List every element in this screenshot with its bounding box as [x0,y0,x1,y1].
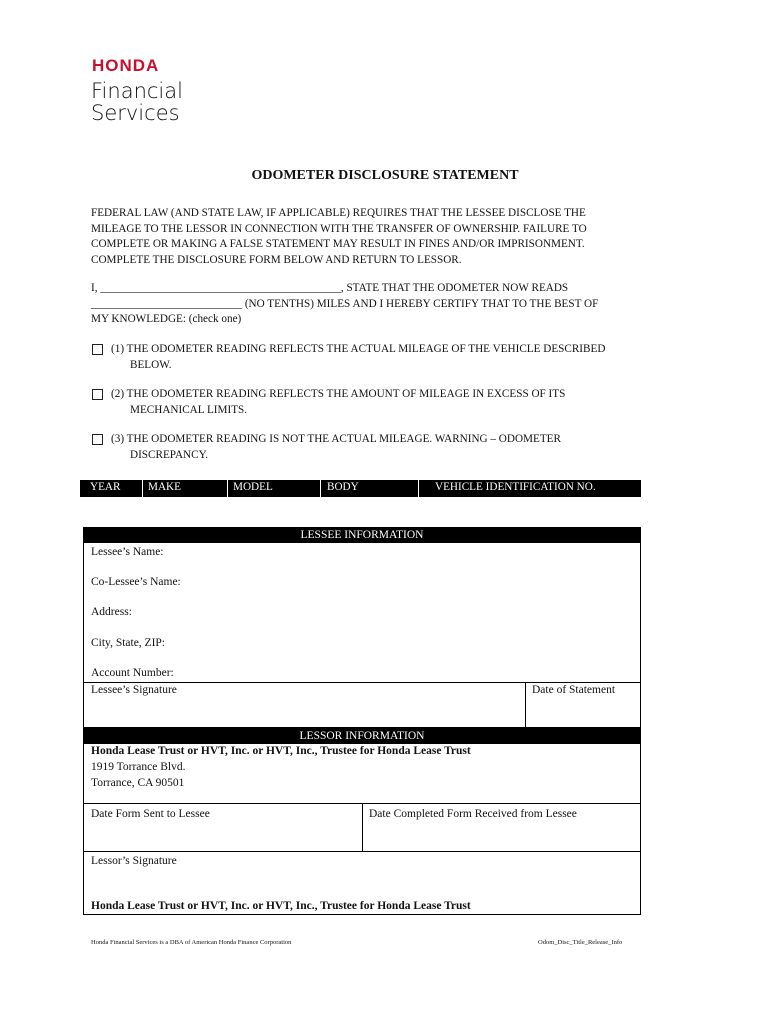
certification-statement [91,281,671,328]
lessor-city: Torrance, CA 90501 [91,777,185,789]
option-1-text [111,342,676,373]
lessor-header: LESSOR INFORMATION [84,729,640,744]
option-2-line-2: MECHANICAL LIMITS. [130,403,248,416]
logo-line-1: Financial [91,79,183,103]
lessee-name-label[interactable]: Lessee’s Name: [91,546,164,558]
lessee-header: LESSEE INFORMATION [84,528,640,543]
lessee-signature-field[interactable]: Lessee’s Signature [91,684,177,696]
divider [362,803,363,851]
date-received-field[interactable]: Date Completed Form Received from Lessee [369,808,577,820]
financial-services-logo [91,80,183,124]
option-3-text [111,432,676,463]
date-of-statement-field[interactable]: Date of Statement [532,684,616,696]
footer-dba-text: Honda Financial Services is a DBA of American Honda Finance Corporation [91,939,292,946]
option-3-line-2: DISCREPANCY. [130,448,209,461]
lessor-information-box [83,728,641,915]
col-model: MODEL [233,481,273,493]
intro-line: COMPLETE THE DISCLOSURE FORM BELOW AND RETURN TO LESSOR. [91,253,462,266]
date-sent-field[interactable]: Date Form Sent to Lessee [91,808,210,820]
logo-line-2: Services [91,101,180,125]
vehicle-header-bar [80,480,641,497]
option-2-checkbox[interactable] [92,389,103,400]
option-2-line-1: (2) THE ODOMETER READING REFLECTS THE AMOUNT OF MILEAGE IN EXCESS OF ITS [111,388,566,400]
divider [84,682,640,683]
lessor-street: 1919 Torrance Blvd. [91,761,186,773]
option-1-line-1: (1) THE ODOMETER READING REFLECTS THE ACTUAL MILEAGE OF THE VEHICLE DESCRIBED [111,343,606,355]
option-1-checkbox[interactable] [92,344,103,355]
statement-line: ___________________________ (NO TENTHS) MILES AND I HEREBY CERTIFY THAT TO THE BEST OF [91,297,599,310]
intro-paragraph [91,206,671,268]
city-state-zip-label[interactable]: City, State, ZIP: [91,637,166,649]
col-body: BODY [327,481,359,493]
lessor-signature-field[interactable]: Lessor’s Signature [91,855,177,867]
honda-logo: HONDA [92,56,160,75]
account-number-label[interactable]: Account Number: [91,667,174,679]
statement-line: MY KNOWLEDGE: (check one) [91,313,242,325]
intro-line: MILEAGE TO THE LESSOR IN CONNECTION WITH THE TRANSFER OF OWNERSHIP. FAILURE TO [91,222,587,235]
lessee-information-box [83,527,641,728]
option-1-line-2: BELOW. [130,358,172,371]
co-lessee-name-label[interactable]: Co-Lessee’s Name: [91,576,181,588]
option-3-line-1: (3) THE ODOMETER READING IS NOT THE ACTUAL MILEAGE. WARNING – ODOMETER [111,433,561,445]
statement-line: I, ___________________________________________, STATE THAT THE ODOMETER NOW READS [91,282,569,294]
lessor-name: Honda Lease Trust or HVT, Inc. or HVT, Inc., Trustee for Honda Lease Trust [91,745,471,757]
divider [525,682,526,728]
intro-line: COMPLETE OR MAKING A FALSE STATEMENT MAY RESULT IN FINES AND/OR IMPRISONMENT. [91,238,585,250]
address-label[interactable]: Address: [91,606,132,618]
lessor-signature-name: Honda Lease Trust or HVT, Inc. or HVT, Inc., Trustee for Honda Lease Trust [91,900,471,912]
divider [84,851,640,852]
page-title: ODOMETER DISCLOSURE STATEMENT [251,168,519,183]
footer-form-id: Odom_Disc_Title_Release_Info [538,939,623,946]
option-2-text [111,387,676,418]
col-make: MAKE [148,481,181,493]
intro-line: FEDERAL LAW (AND STATE LAW, IF APPLICABLE) REQUIRES THAT THE LESSEE DISCLOSE THE [91,207,586,219]
option-3-checkbox[interactable] [92,434,103,445]
col-year: YEAR [90,481,121,493]
col-vin: VEHICLE IDENTIFICATION NO. [435,481,596,493]
